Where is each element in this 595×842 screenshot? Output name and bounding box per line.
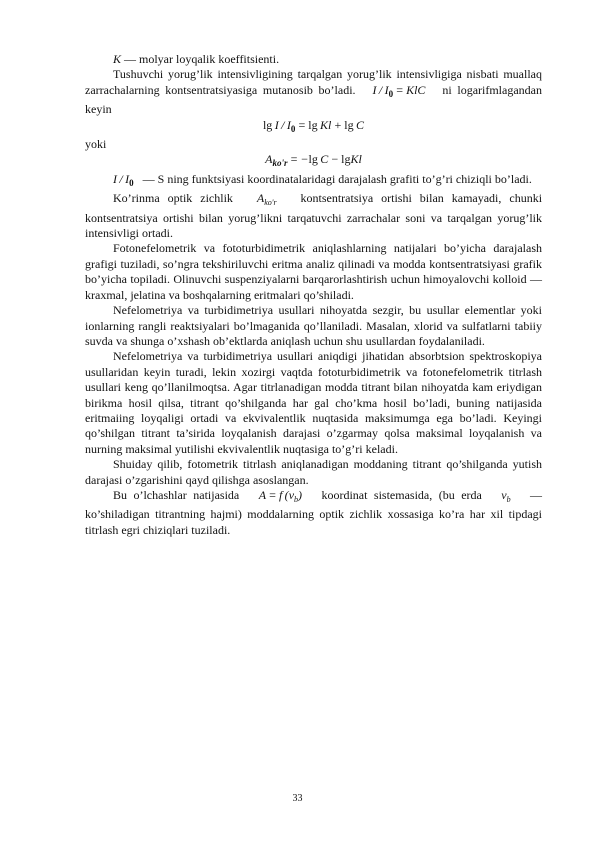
curves-text-c: — ko’shiladigan titrantning hajmi) moddalarning optik zichlik xossasiga ko’ra har xil tipdagi titrlash egri chiziqlari tuziladi. [85,487,543,537]
paragraph-titration: Nefelometriya va turbidimetriya usullari aniqdigi jihatidan absorbtsion spektroskopiya usullaridan keyin turadi, lekin xozirgi vaqtda fototurbidimetrik va fotonefelometrik titrlash usullari keng qo’llanilmoqtsa. Agar titrlanadigan modda titrant bilan nihoyatda kam eriydigan birikma hosil qilsa, titrant qo’shilganda har gal cho’kma hosil bo’ladi, buning natijasida eritmaiing loyqaligi ortadi va ekvivalentlik nuqtasida maksimumga ega bo’ladi. Keyingi qo’shilgan titrant ta’sirida loyqalanish darajasi o’zgarmay qolsa maksimal loyqalanish va nurning maksimal yutilishi ekvivalentlik nuqtasiga to’g’ri keladi. [85,349,542,456]
yoki-text: yoki [85,137,107,152]
paragraph-sensitivity: Nefelometriya va turbidimetriya usullari nihoyatda sezgir, bu usullar elementlar yoki ionlarning rangli reaktsiyalari bo’lmaganida qo’llaniladi. Masalan, xlorid va sulfatlarni tabiiy suvda va shunga o’xshash ob’ektlarda aniqlash uchun shu usullardan foydalaniladi. [85,303,542,348]
linear-graph-text: — S ning funktsiyasi koordinatalaridagi darajalash grafiti to’g’ri chiziqli bo’ladi. [142,171,532,186]
intensity-text-a: Tushuvchi yorug’lik intensivligining tarqalgan yorug’lik intensivligiga nisbati muallaq zarrachalarning kontsentratsiyasiga mutanosib bo’ladi. [85,67,542,97]
paragraph-curves [85,488,542,538]
paragraph-photometric: Shuiday qilib, fotometrik titrlash aniqlanadigan moddaning titrant qo’shilganda yutish darajasi o’zgarishini qayd qilishga asoslangan. [85,457,542,487]
curves-text-b: koordinat sistemasida, (bu erda [321,487,482,502]
paragraph-linear-graph [85,172,542,191]
equation-absorbance: $A_{ko'r} = -\lg$ C − lgKl [265,152,362,169]
formula-ratio: I / $I_0$ [113,171,134,188]
paragraph-k-definition [85,52,542,67]
optical-density-text-b: kontsentratsiya ortishi bilan kamayadi, chunki kontsentratsiya ortishi bilan yorug’likni tarqatuvchi zarrachalar soni va tarqalgan yorug’lik intensivligi ortadi. [85,191,543,241]
var-k: K [113,52,122,66]
equation-log: $\lg I / I_0 = \lg Kl + \lg C$ [262,117,365,134]
optical-density-text-a: Ko’rinma optik zichlik [113,191,233,206]
paragraph-calibration: Fotonefelometrik va fototurbidimetrik aniqlashlarning natijalari bo’yicha darajalash grafigi tuziladi, so’ngra tekshiriluvchi eritma analiz qilinadi va modda kontsentratsiyasi grafik bo’yicha topiladi. Olinuvchi suspenziyalarni barqarorlashtirish uchun himoyalovchi kolloid — kraxmal, jelatina va boshqalarning eritmalari qo’shiladi. [85,241,542,302]
formula-a-kor: $A_{ko'r}$ [256,191,277,208]
formula-a-f-vb: A = f $(v_b)$ [258,487,315,504]
intensity-text-b: ni logarifmlagandan keyin [85,82,542,117]
formula-intensity: I / $I_0$ = KlC [372,82,426,99]
paragraph-optical-density [85,191,542,241]
document-page [85,52,542,538]
k-definition-text: — molyar loyqalik koeffitsienti. [124,52,280,66]
curves-text-a: Bu o’lchashlar natijasida [113,487,240,502]
var-vb: $v_b$ [501,487,511,504]
paragraph-intensity-ratio [85,67,542,117]
page-number: 33 [292,793,303,804]
